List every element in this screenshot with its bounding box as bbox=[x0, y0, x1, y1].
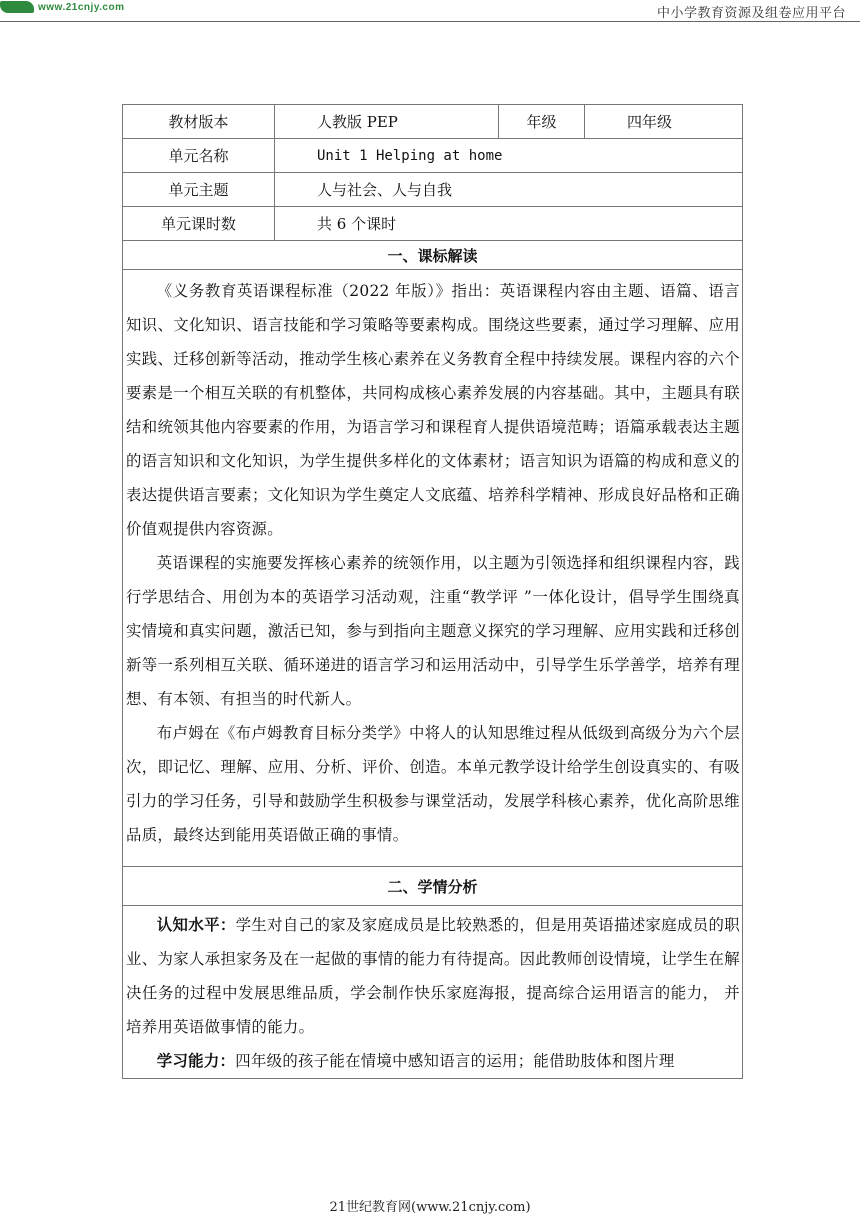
logo-text: www.21cnjy.com bbox=[38, 1, 125, 13]
unit-periods-label: 单元课时数 bbox=[123, 207, 275, 241]
table-row bbox=[123, 139, 743, 173]
table-row bbox=[123, 173, 743, 207]
table-row bbox=[123, 105, 743, 139]
unit-name-label: 单元名称 bbox=[123, 139, 275, 173]
paragraph bbox=[126, 908, 740, 1044]
section-title-learner-analysis: 二、学情分析 bbox=[123, 867, 743, 906]
table-row bbox=[123, 207, 743, 241]
paragraph: 布卢姆在《布卢姆教育目标分类学》中将人的认知思维过程从低级到高级分为六个层次，即记忆、理解、应用、分析、评价、创造。本单元教学设计给学生创设真实的、有吸引力的学习任务，引导和鼓励学生积极参与课堂活动，发展学科核心素养，优化高阶思维品质，最终达到能用英语做正确的事情。 bbox=[126, 724, 740, 844]
paragraph: 《义务教育英语课程标准（2022 年版）》指出：英语课程内容由主题、语篇、语言知识、文化知识、语言技能和学习策略等要素构成。围绕这些要素，通过学习理解、应用实践、迁移创新等活动，推动学生核心素养在义务教育全程中持续发展。课程内容的六个要素是一个相互关联的有机整体，共同构成核心素养发展的内容基础。其中，主题具有联结和统领其他内容要素的作用，为语言学习和课程育人提供语境范畴；语篇承载表达主题的语言知识和文化知识，为学生提供多样化的文体素材；语言知识为语篇的构成和意义的表达提供语言要素；文化知识为学生奠定人文底蕴、培养科学精神、形成良好品格和正确价值观提供内容资源。 bbox=[126, 282, 740, 538]
grade-value: 四年级 bbox=[585, 105, 743, 139]
section-title-curriculum: 一、课标解读 bbox=[123, 241, 743, 270]
platform-title: 中小学教育资源及组卷应用平台 bbox=[656, 6, 846, 21]
unit-design-table bbox=[122, 104, 743, 1079]
learning-ability-label: 学习能力： bbox=[156, 1052, 236, 1070]
curriculum-content bbox=[123, 270, 743, 867]
paragraph bbox=[126, 1044, 740, 1078]
paragraph: 英语课程的实施要发挥核心素养的统领作用，以主题为引领选择和组织课程内容，践行学思结合、用创为本的英语学习活动观，注重“教学评 ”一体化设计，倡导学生围绕真实情境和真实问题，激活已知，参与到指向主题意义探究的学习理解、应用实践和迁移创新等一系列相互关联、循环递进的语言学习和运用活动中，引导学生乐学善学，培养有理想、有本领、有担当的时代新人。 bbox=[126, 554, 740, 708]
page-header bbox=[0, 0, 860, 20]
cognitive-level-text: 学生对自己的家及家庭成员是比较熟悉的，但是用英语描述家庭成员的职业、为家人承担家务及在一起做的事情的能力有待提高。因此教师创设情境，让学生在解决任务的过程中发展思维品质，学会制作快乐家庭海报，提高综合运用语言的能力， 并培养用英语做事情的能力。 bbox=[126, 916, 740, 1036]
table-row bbox=[123, 867, 743, 906]
cognitive-level-label: 认知水平： bbox=[156, 916, 236, 934]
grade-label: 年级 bbox=[499, 105, 585, 139]
unit-theme-label: 单元主题 bbox=[123, 173, 275, 207]
unit-periods-value: 共 6 个课时 bbox=[275, 207, 743, 241]
textbook-label: 教材版本 bbox=[123, 105, 275, 139]
logo-icon bbox=[0, 1, 34, 13]
textbook-value: 人教版 PEP bbox=[275, 105, 499, 139]
unit-theme-value: 人与社会、人与自我 bbox=[275, 173, 743, 207]
learner-analysis-content bbox=[123, 906, 743, 1079]
page-footer: 21世纪教育网(www.21cnjy.com) bbox=[329, 1200, 531, 1215]
learning-ability-text: 四年级的孩子能在情境中感知语言的运用；能借助肢体和图片理 bbox=[235, 1052, 675, 1070]
table-row bbox=[123, 241, 743, 270]
unit-name-value: Unit 1 Helping at home bbox=[275, 139, 743, 173]
table-row bbox=[123, 270, 743, 867]
site-logo[interactable] bbox=[0, 0, 150, 14]
header-divider bbox=[0, 21, 860, 22]
table-row bbox=[123, 906, 743, 1079]
